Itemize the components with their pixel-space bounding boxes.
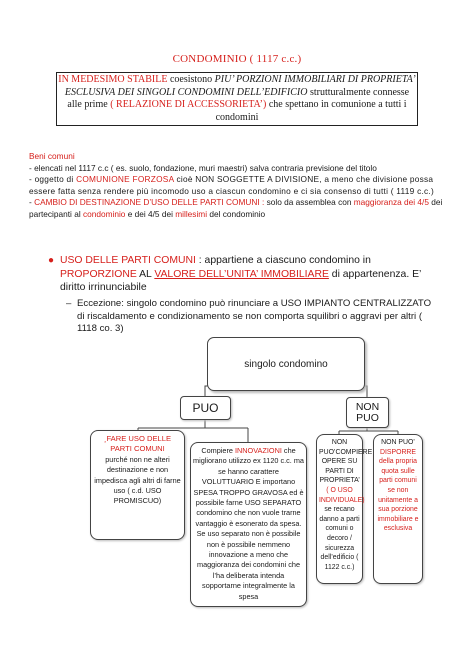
bullet-icon: ● xyxy=(48,255,55,266)
leaf4-disporre: DISPORRE della propria quota sulle parti comuni se non unitamente a sua porzione immobiliare e esclusiva xyxy=(377,448,419,533)
beni-line-3-c: dei partecipanti al xyxy=(29,197,443,219)
beni-line-3-red3: condominio xyxy=(82,208,126,219)
page-title: CONDOMINIO ( 1117 c.c.) xyxy=(172,53,302,65)
beni-line-2-a: - oggetto di xyxy=(29,174,77,185)
uso-f: di appartenenza. E’ diritto irrinunciabile xyxy=(60,268,421,293)
diagram-root-singolo-condomino: singolo condomino xyxy=(207,337,365,391)
intro-relation: ( RELAZIONE DI ACCESSORIETA’) xyxy=(110,99,267,110)
dash-icon: – xyxy=(66,298,72,309)
diagram-leaf-uso-parti-comuni xyxy=(90,430,185,540)
beni-line-2-red: COMUNIONE FORZOSA xyxy=(76,174,174,185)
diagram-leaf-innovazioni xyxy=(190,442,307,607)
beni-line-3-a: - xyxy=(29,197,35,208)
uso-d: AL xyxy=(136,268,155,280)
intro-highlight: IN MEDESIMO STABILE xyxy=(58,74,168,85)
leaf1-title: ¸FARE USO DELLE PARTI COMUNI xyxy=(103,434,172,454)
beni-line-2-b: cioè NON SOGGETTE A DIVISIONE, a meno che divisione possa essere fatta senza rendere più incomodo uso a ciascun condomino e ci sia consenso di tutti ( 1119 c.c.) xyxy=(29,174,435,196)
leaf2-innovazioni: INNOVAZIONI xyxy=(234,446,282,455)
leaf2-c: che migliorano utilizzo ex 1120 c.c. ma se hanno carattere VOLUTTUARIO E importano SPESA TROPPO GRAVOSA ed è possibile farne USO SEPARATO condomino che non vuole trarne vantaggio è esonerato da spesa. Se uso separato non è possibile non è possibile nemmeno innovazione a meno che maggioranza dei condomini che l’ha deliberata intenda sopportarne integralmente la spesa xyxy=(193,446,304,601)
diagram-node-non-puo: NON PUO xyxy=(346,397,389,428)
uso-b: : appartiene a ciascuno condomino in xyxy=(195,255,371,266)
diagram-node-puo: PUO xyxy=(180,396,231,420)
beni-line-3-e: del condominio xyxy=(207,208,266,219)
intro-italic: PIU’ PORZIONI IMMOBILIARI DI PROPRIETA’ ESCLUSIVA DEI SINGOLI CONDOMINI DELL’EDIFICIO xyxy=(64,74,416,98)
beni-line-3-red2: maggioranza dei 4/5 xyxy=(353,197,429,208)
uso-valore: VALORE DELL’UNITA’ IMMOBILIARE xyxy=(154,268,329,280)
beni-heading: Beni comuni xyxy=(29,151,75,161)
intro-part6: che spettano in comunione a tutti i condomini xyxy=(215,99,407,123)
beni-line-3-red: CAMBIO DI DESTINAZIONE D’USO DELLE PARTI COMUNI : xyxy=(34,197,265,208)
beni-line-3-d: e dei 4/5 dei xyxy=(125,208,176,219)
leaf3-a: NON PUO’COMPIERE OPERE SU PARTI DI PROPRIETA’ xyxy=(319,439,373,485)
intro-part4: strutturalmente connesse alle prime xyxy=(67,86,410,110)
uso-proporzione: PROPORZIONE xyxy=(60,268,137,280)
uso-title: USO DELLE PARTI COMUNI xyxy=(60,255,196,266)
leaf3-uso-individuale: ( O USO INDIVIDUALE) xyxy=(319,486,365,504)
leaf2-a: Compiere xyxy=(201,446,235,455)
intro-part2: coesistono xyxy=(167,74,215,85)
leaf4-a: NON PUO’ xyxy=(381,439,415,446)
diagram-leaf-opere xyxy=(316,434,373,584)
beni-line-3-b: solo da assemblea con xyxy=(264,197,354,208)
leaf1-body: purché non ne alteri destinazione e non impedisca agli altri di farne uso ( c.d. USO PROMISCUO) xyxy=(94,454,181,506)
beni-line-3-red4: millesimi xyxy=(175,208,208,219)
beni-line-1: - elencati nel 1117 c.c ( es. suolo, fondazione, muri maestri) salva contraria previsione del titolo xyxy=(29,162,377,173)
eccezione-text: Eccezione: singolo condomino può rinunciare a USO IMPIANTO CENTRALIZZATO di riscaldamento e condizionamento se non comporta squilibri o aggravi per altri ( 1118 co. 3) xyxy=(77,298,432,334)
diagram-leaf-disporre-quota xyxy=(373,434,423,584)
leaf3-c: se recano danno a parti comuni o decoro / sicurezza dell’edificio ( 1122 c.c.) xyxy=(319,506,360,571)
